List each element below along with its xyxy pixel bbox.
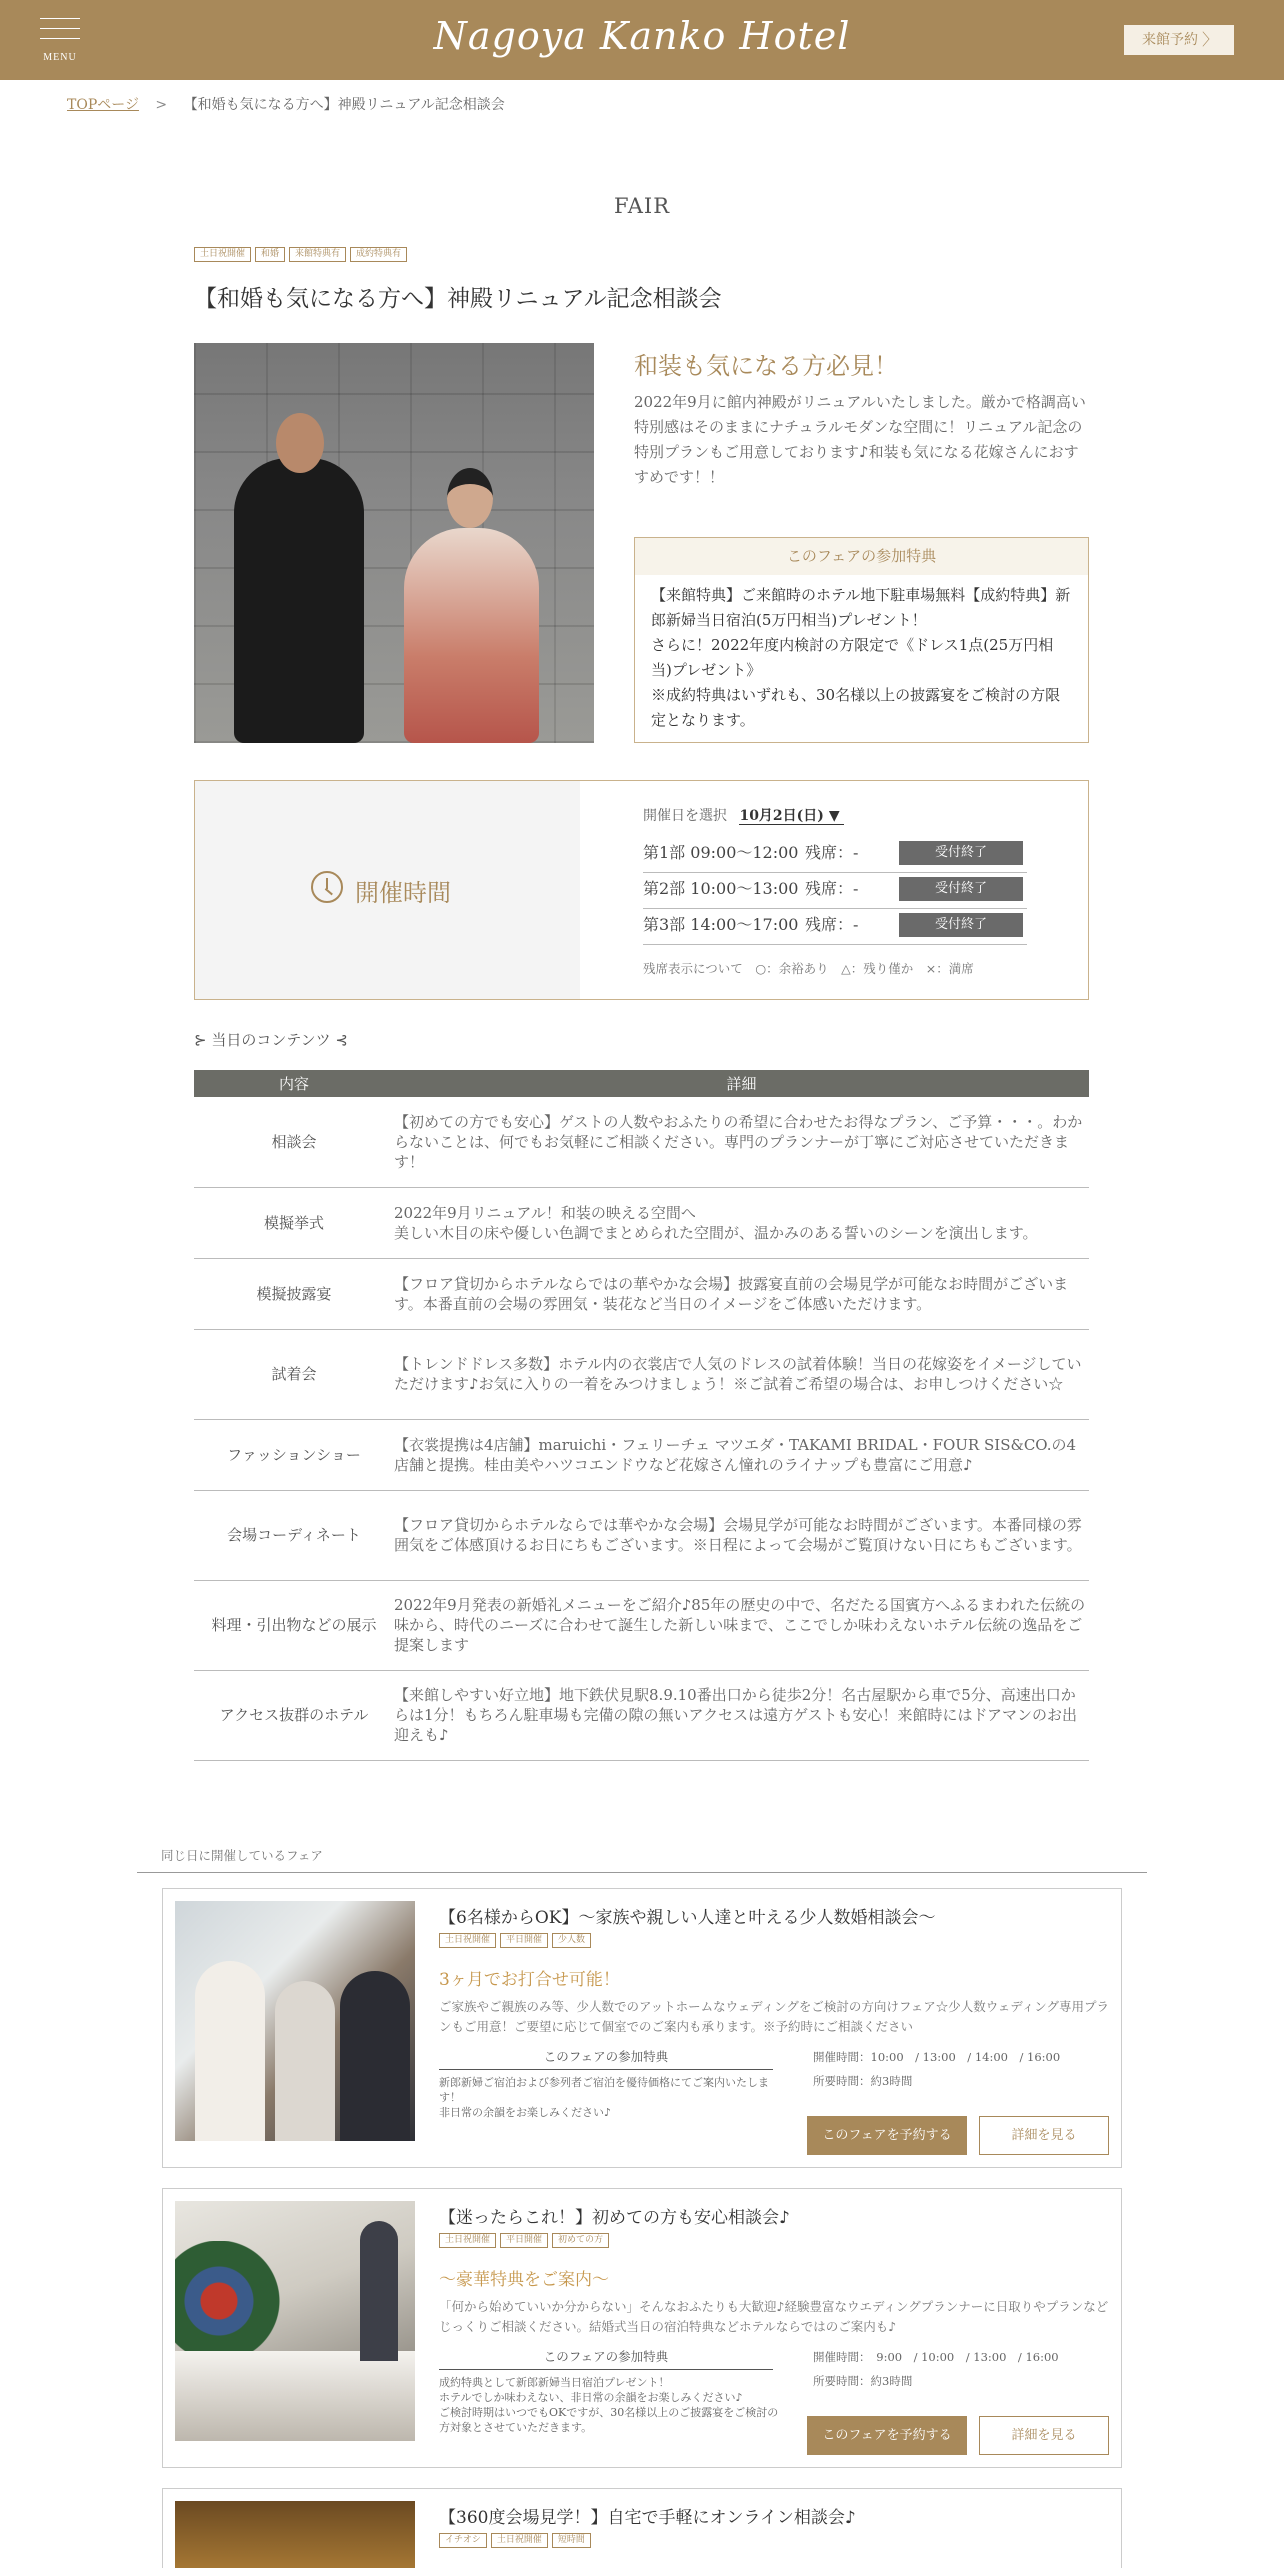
view-details-button[interactable]: 詳細を見る [979, 2116, 1109, 2155]
reserve-fair-button[interactable]: このフェアを予約する [807, 2116, 967, 2155]
time-slot [643, 837, 1027, 873]
date-value: 10月2日(日) [739, 808, 824, 824]
row-key: 料理・引出物などの展示 [194, 1580, 394, 1670]
fair-card [162, 1888, 1122, 2168]
fair-tag: 和婚 [255, 247, 285, 262]
schedule-panel [194, 780, 1089, 1000]
date-select[interactable] [739, 808, 843, 825]
fair-tag: 土日祝開催 [194, 247, 251, 262]
slot-status-button[interactable]: 受付終了 [899, 913, 1023, 937]
fair-card-title[interactable]: 【360度会場見学！】自宅で手軽にオンライン相談会♪ [439, 2508, 856, 2528]
fair-card-description: ご家族やご親族のみ等、少人数でのアットホームなウェディングをご検討の方向けフェア☆少人数ウェディング専用プランもご用意！ご要望に応じて個室でのご案内も承ります。※予約時にご相談ください [439, 1999, 1110, 2034]
row-key: 相談会 [194, 1097, 394, 1187]
fair-card [162, 2488, 1122, 2568]
table-header-row [194, 1070, 1089, 1097]
seat-legend: 残席表示について ○：余裕あり △：残り僅か ×：満席 [643, 961, 974, 976]
fair-card-perk-title: このフェアの参加特典 [439, 2047, 773, 2070]
slot-status-button[interactable]: 受付終了 [899, 841, 1023, 865]
fair-tag: 土日祝開催 [439, 2233, 496, 2248]
fair-tag: 平日開催 [500, 2233, 548, 2248]
fair-card-catch: 〜豪華特典をご案内〜 [439, 2270, 609, 2290]
table-row [194, 1419, 1089, 1490]
fair-card-perk-desc: 成約特典として新郎新婦当日宿泊プレゼント！ ホテルでしか味わえない、非日常の余韻をお楽しみください♪ ご検討時期はいつでもOKですが、30名様以上のご披露宴をご検討の方対象とさせていただきます。 [439, 2376, 779, 2434]
chevron-right-icon: 〉 [1201, 30, 1218, 49]
fair-card-times: 開催時間： 9:00 / 10:00 / 13:00 / 16:00 [813, 2350, 1059, 2364]
fair-card-tags [439, 2533, 591, 2548]
fair-tag: 土日祝開催 [491, 2533, 548, 2548]
fair-tags [194, 247, 407, 262]
visit-reservation-label: 来館予約 [1142, 32, 1198, 48]
row-value: 【フロア貸切からホテルならではの華やかな会場】披露宴直前の会場見学が可能なお時間がございます。本番直前の会場の雰囲気・装花など当日のイメージをご体感いただけます。 [394, 1258, 1089, 1329]
slot-remaining: 残席：- [805, 843, 859, 862]
table-row [194, 1580, 1089, 1670]
table-row [194, 1258, 1089, 1329]
row-value: 2022年9月リニュアル！和装の映える空間へ 美しい木目の床や優しい色調でまとめられた空間が、温かみのある誓いのシーンを演出します。 [394, 1187, 1089, 1258]
col-header-detail: 詳細 [394, 1070, 1089, 1097]
section-label: FAIR [613, 194, 671, 218]
row-value: 【来館しやすい好立地】地下鉄伏見駅8.9.10番出口から徒歩2分！名古屋駅から車で5分、高速出口からは1分！もちろん駐車場も完備の隙の無いアクセスは遠方ゲストも安心！来館時にはドアマンのお出迎えも♪ [394, 1670, 1089, 1760]
row-key: ファッションショー [194, 1419, 394, 1490]
date-prompt: 開催日を選択 [643, 808, 727, 824]
photo-figure [360, 2221, 398, 2361]
breadcrumb-separator: > [155, 97, 168, 113]
slot-time: 第3部 14:00〜17:00 [643, 915, 799, 934]
fair-description: 2022年9月に館内神殿がリニュアルいたしました。厳かで格調高い特別感はそのままにナチュラルモダンな空間に！リニュアル記念の特別プランもご用意しております♪和装も気になる花嫁さんにおすすめです！！ [634, 393, 1086, 486]
slot-status-button[interactable]: 受付終了 [899, 877, 1023, 901]
photo-flowers [175, 2241, 285, 2361]
date-selector [643, 805, 844, 825]
row-value: 【フロア貸切からホテルならでは華やかな会場】会場見学が可能なお時間がございます。本番同様の雰囲気をご体感頂けるお日にちもございます。※日程によって会場がご覧頂けない日にちもございます。 [394, 1490, 1089, 1580]
contents-table [194, 1070, 1089, 1761]
fair-card-image[interactable] [175, 2501, 415, 2568]
fair-perk-box [634, 537, 1089, 743]
fair-perk-line: 【来館特典】ご来館時のホテル地下駐車場無料【成約特典】新郎新婦当日宿泊(5万円相当)プレゼント！ [651, 586, 1071, 629]
slot-remaining: 残席：- [805, 915, 859, 934]
fair-perk-line: さらに！2022年度内検討の方限定で《ドレス1点(25万円相当)プレゼント》 [651, 636, 1054, 679]
row-key: アクセス抜群のホテル [194, 1670, 394, 1760]
fair-card-perk-desc: 新郎新婦ご宿泊および参列者ご宿泊を優待価格にてご案内いたします！ 非日常の余韻をお楽しみください♪ [439, 2076, 769, 2119]
fair-perk-line: ※成約特典はいずれも、30名様以上の披露宴をご検討の方限定となります。 [651, 686, 1061, 729]
breadcrumb-current: 【和婚も気になる方へ】神殿リニュアル記念相談会 [183, 97, 505, 113]
fair-card-title[interactable]: 【迷ったらこれ！】初めての方も安心相談会♪ [439, 2208, 790, 2228]
fair-perk-title: このフェアの参加特典 [635, 538, 1088, 575]
fair-tag: 成約特典有 [350, 247, 407, 262]
fair-card-image[interactable] [175, 2201, 415, 2441]
site-logo[interactable]: Nagoya Kanko Hotel [433, 14, 851, 58]
row-value: 【初めての方でも安心】ゲストの人数やおふたりの希望に合わせたお得なプラン、ご予算・・・。わからないことは、何でもお気軽にご相談ください。専門のプランナーが丁寧にご対応させていただきます！ [394, 1097, 1089, 1187]
schedule-heading-area [195, 781, 580, 999]
photo-figure [195, 1961, 265, 2141]
table-row [194, 1329, 1089, 1419]
fair-tag: 平日開催 [500, 1933, 548, 1948]
fair-card-perk-title: このフェアの参加特典 [439, 2347, 773, 2370]
schedule-label: 開催時間 [355, 879, 451, 907]
menu-label: MENU [43, 52, 77, 63]
photo-table [175, 2351, 415, 2441]
row-key: 会場コーディネート [194, 1490, 394, 1580]
fair-subheading: 和装も気になる方必見！ [634, 352, 898, 380]
hero-bride [404, 528, 539, 743]
fair-tag: イチオシ [439, 2533, 487, 2548]
fair-card-times: 開催時間：10:00 / 13:00 / 14:00 / 16:00 [813, 2050, 1061, 2064]
row-key: 模擬挙式 [194, 1187, 394, 1258]
fair-card-tags [439, 1933, 591, 1948]
fair-hero-image [194, 343, 594, 743]
fair-tag: 来館特典有 [289, 247, 346, 262]
fair-tag: 初めての方 [552, 2233, 609, 2248]
row-key: 試着会 [194, 1329, 394, 1419]
fair-card-description: 「何から始めていいか分からない」そんなおふたりも大歓迎♪経験豊富なウエディングプランナーに日取りやプランなどじっくりご相談ください。結婚式当日の宿泊特典などホテルならではのご案内も♪ [439, 2299, 1109, 2334]
contents-heading: ⊱ 当日のコンテンツ ⊰ [194, 1031, 348, 1049]
fair-tag: 短時間 [552, 2533, 591, 2548]
photo-figure [275, 1981, 335, 2141]
row-key: 模擬披露宴 [194, 1258, 394, 1329]
row-value: 2022年9月発表の新婚礼メニューをご紹介♪85年の歴史の中で、名だたる国賓方へふるまわれた伝統の味から、時代のニーズに合わせて誕生した新しい味まで、ここでしか味わえないホテル伝統の逸品をご提案します [394, 1580, 1089, 1670]
caret-down-icon: ▼ [828, 808, 840, 824]
reserve-fair-button[interactable]: このフェアを予約する [807, 2416, 967, 2455]
row-value: 【トレンドドレス多数】ホテル内の衣裳店で人気のドレスの試着体験！当日の花嫁姿をイメージしていただけます♪お気に入りの一着をみつけましょう！※ご試着ご希望の場合は、お申しつけください☆ [394, 1329, 1089, 1419]
view-details-button[interactable]: 詳細を見る [979, 2416, 1109, 2455]
hero-bride-head [447, 468, 493, 528]
hero-groom-head [276, 413, 324, 473]
table-row [194, 1670, 1089, 1760]
time-slot [643, 909, 1027, 945]
table-row [194, 1490, 1089, 1580]
time-slot [643, 873, 1027, 909]
table-row [194, 1097, 1089, 1187]
breadcrumb [67, 94, 505, 114]
table-row [194, 1187, 1089, 1258]
slot-remaining: 残席：- [805, 879, 859, 898]
slot-time: 第2部 10:00〜13:00 [643, 879, 799, 898]
photo-figure [340, 1971, 410, 2141]
fair-perk-body [635, 575, 1088, 741]
visit-reservation-button[interactable] [1124, 25, 1234, 55]
fair-card-duration: 所要時間：約3時間 [813, 2074, 913, 2088]
fair-card-duration: 所要時間：約3時間 [813, 2374, 913, 2388]
fair-card-image[interactable] [175, 1901, 415, 2141]
col-header-content: 内容 [194, 1070, 394, 1097]
clock-icon [311, 871, 343, 903]
fair-tag: 土日祝開催 [439, 1933, 496, 1948]
fair-title: 【和婚も気になる方へ】神殿リニュアル記念相談会 [194, 286, 722, 312]
hero-groom [234, 458, 364, 743]
fair-card-catch: 3ヶ月でお打合せ可能！ [439, 1970, 620, 1990]
site-header [0, 0, 1284, 80]
fair-tag: 少人数 [552, 1933, 591, 1948]
slot-time: 第1部 09:00〜12:00 [643, 843, 799, 862]
fair-card-tags [439, 2233, 609, 2248]
fair-card [162, 2188, 1122, 2468]
same-day-heading: 同じ日に開催しているフェア [161, 1848, 323, 1863]
divider [137, 1872, 1147, 1873]
row-value: 【衣裳提携は4店舗】maruichi・フェリーチェ マツエダ・TAKAMI BRIDAL・FOUR SIS&CO.の4店舗と提携。桂由美やハツコエンドウなど花嫁さん憧れのライナップも豊富にご用意♪ [394, 1419, 1089, 1490]
breadcrumb-home-link[interactable]: TOPページ [67, 97, 139, 113]
fair-card-title[interactable]: 【6名様からOK】〜家族や親しい人達と叶える少人数婚相談会〜 [439, 1908, 936, 1928]
